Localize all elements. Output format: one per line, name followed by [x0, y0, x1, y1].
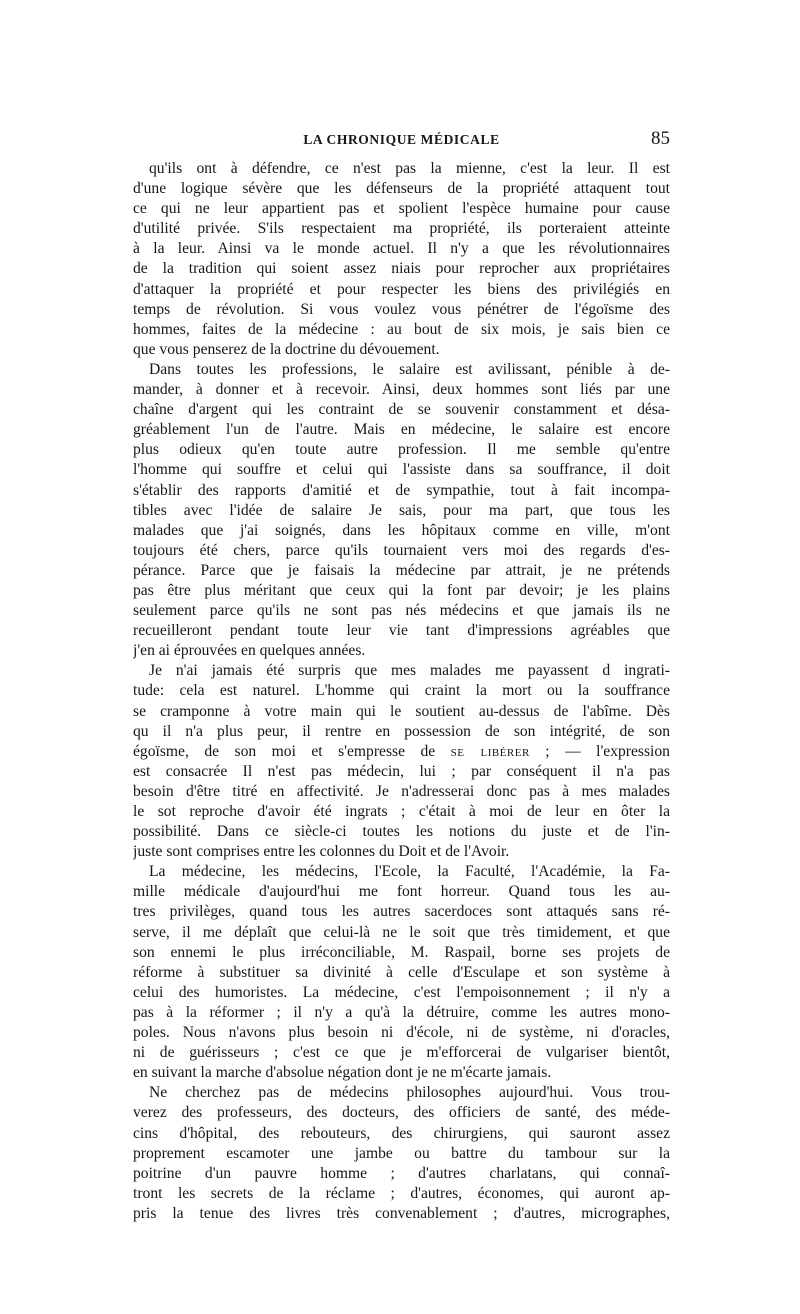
text-line: s'établir des rapports d'amitié et de sympathie, tout à fait incompa-: [133, 481, 670, 499]
text-line: plus odieux qu'en toute autre profession. Il me semble qu'entre: [133, 441, 670, 459]
text-line: recueilleront pendant toute leur vie tant d'impressions agréables que: [133, 622, 670, 640]
text-line: mille médicale d'aujourd'hui me font horreur. Quand tous les au-: [133, 883, 670, 901]
text-line: réforme à substituer sa divinité à celle d'Esculape et son système à: [133, 963, 670, 981]
text-line: à la leur. Ainsi va le monde actuel. Il n'y a que les révolutionnaires: [133, 240, 670, 258]
text-line: le sot reproche d'avoir été ingrats ; c'était à moi de leur en ôter la: [133, 803, 670, 820]
text-line: ce qui ne leur appartient pas et spolient l'espèce humaine pour cause: [133, 200, 670, 218]
text-line: mander, à donner et à recevoir. Ainsi, deux hommes sont liés par une: [133, 381, 670, 399]
text-line: tres privilèges, quand tous les autres sacerdoces sont attaqués sans ré-: [133, 903, 670, 921]
text-line: celui des humoristes. La médecine, c'est l'empoisonnement ; il n'y a: [133, 983, 670, 1001]
text-line: [133, 742, 670, 762]
text-line: toujours été chers, parce qu'ils tournaient vers moi des regards d'es-: [133, 541, 670, 559]
text-line: cins d'hôpital, des rebouteurs, des chirurgiens, qui sauront assez: [133, 1124, 670, 1142]
text-line: serve, il me déplaît que celui-là ne le soit que très timidement, et que: [133, 923, 670, 941]
paragraph: [133, 661, 670, 862]
text-line: Ne cherchez pas de médecins philosophes aujourd'hui. Vous trou-: [149, 1084, 670, 1102]
small-caps-phrase: se libérer: [450, 742, 530, 760]
text-line: son ennemi le plus irréconciliable, M. Raspail, borne ses projets de: [133, 943, 670, 961]
text-segment: ; — l'expression: [529, 742, 670, 760]
text-line: verez des professeurs, des docteurs, des officiers de santé, des méde-: [133, 1104, 670, 1122]
paragraph: [133, 862, 670, 1083]
paragraph: [133, 159, 670, 360]
text-line: gréablement l'un de l'autre. Mais en médecine, le salaire est encore: [133, 421, 670, 439]
text-line: l'homme qui souffre et celui qui l'assiste dans sa souffrance, il doit: [133, 461, 670, 479]
text-line: d'une logique sévère que les défenseurs de la propriété attaquent tout: [133, 180, 670, 198]
text-line: pas à la réformer ; il n'y a qu'à la détruire, comme les autres mono-: [133, 1003, 670, 1021]
text-line: qu il n'a plus peur, il rentre en possession de son intégrité, de son: [133, 722, 670, 740]
text-line: poles. Nous n'avons plus besoin ni d'école, ni de système, ni d'oracles,: [133, 1024, 670, 1042]
running-header: [133, 128, 670, 152]
text-line: que vous penserez de la doctrine du dévouement.: [133, 340, 440, 358]
text-line: tibles avec l'idée de salaire Je sais, pour ma part, que tous les: [133, 501, 670, 519]
text-segment: égoïsme, de son moi et s'empresse de: [133, 742, 451, 760]
text-line: La médecine, les médecins, l'Ecole, la Faculté, l'Académie, la Fa-: [149, 863, 670, 881]
text-line: possibilité. Dans ce siècle-ci toutes les notions du juste et de l'in-: [133, 823, 670, 841]
text-line: d'attaquer la propriété et pour respecter les biens des privilégiés en: [133, 280, 670, 298]
text-line: juste sont comprises entre les colonnes du Doit et de l'Avoir.: [133, 843, 510, 861]
text-line: chaîne d'argent qui les contraint de se souvenir constamment et désa-: [133, 401, 670, 419]
text-line: ni de guérisseurs ; c'est ce que je m'efforcerai de vulgariser bientôt,: [133, 1044, 670, 1062]
text-line: malades que j'ai soignés, dans les hôpitaux comme en ville, m'ont: [133, 521, 670, 539]
text-line: besoin d'être titré en affectivité. Je n'adresserai donc pas à mes malades: [133, 782, 670, 800]
text-line: pérance. Parce que je faisais la médecine par attrait, je ne prétends: [133, 561, 670, 579]
text-line: temps de révolution. Si vous voulez vous pénétrer de l'égoïsme des: [133, 300, 670, 318]
text-line: pas être plus méritant que ceux qui la font par devoir; je les plains: [133, 581, 670, 599]
text-line: Je n'ai jamais été surpris que mes malades me payassent d ingrati-: [149, 662, 670, 680]
paragraph: [133, 1083, 670, 1224]
text-line: qu'ils ont à défendre, ce n'est pas la mienne, c'est la leur. Il est: [149, 160, 670, 177]
running-title: LA CHRONIQUE MÉDICALE: [303, 132, 500, 147]
text-line: tront les secrets de la réclame ; d'autres, économes, qui auront ap-: [133, 1184, 670, 1202]
text-line: d'utilité privée. S'ils respectaient ma propriété, ils porteraient atteinte: [133, 220, 670, 238]
text-line: se cramponne à votre main qui le soutient au-dessus de l'abîme. Dès: [133, 702, 670, 720]
paragraph: [133, 360, 670, 661]
text-line: proprement escamoter une jambe ou battre du tambour sur la: [133, 1144, 670, 1162]
text-line: Dans toutes les professions, le salaire est avilissant, pénible à de-: [149, 360, 670, 378]
text-line: est consacrée Il n'est pas médecin, lui ; par conséquent il n'a pas: [133, 762, 670, 780]
page-number: 85: [651, 128, 670, 149]
text-line: en suivant la marche d'absolue négation dont je ne m'écarte jamais.: [133, 1064, 552, 1082]
text-line: j'en ai éprouvées en quelques années.: [133, 642, 366, 660]
text-line: poitrine d'un pauvre homme ; d'autres charlatans, qui connaî-: [133, 1164, 670, 1182]
text-line: hommes, faites de la médecine : au bout de six mois, je sais bien ce: [133, 320, 670, 338]
text-line: pris la tenue des livres très convenablement ; d'autres, micrographes,: [133, 1204, 670, 1222]
text-line: seulement parce qu'ils ne sont pas nés médecins et que jamais ils ne: [133, 602, 670, 620]
body-text: [133, 159, 670, 1224]
text-line: tude: cela est naturel. L'homme qui craint la mort ou la souffrance: [133, 682, 670, 700]
text-line: de la tradition qui soient assez niais pour reprocher aux propriétaires: [133, 260, 670, 278]
